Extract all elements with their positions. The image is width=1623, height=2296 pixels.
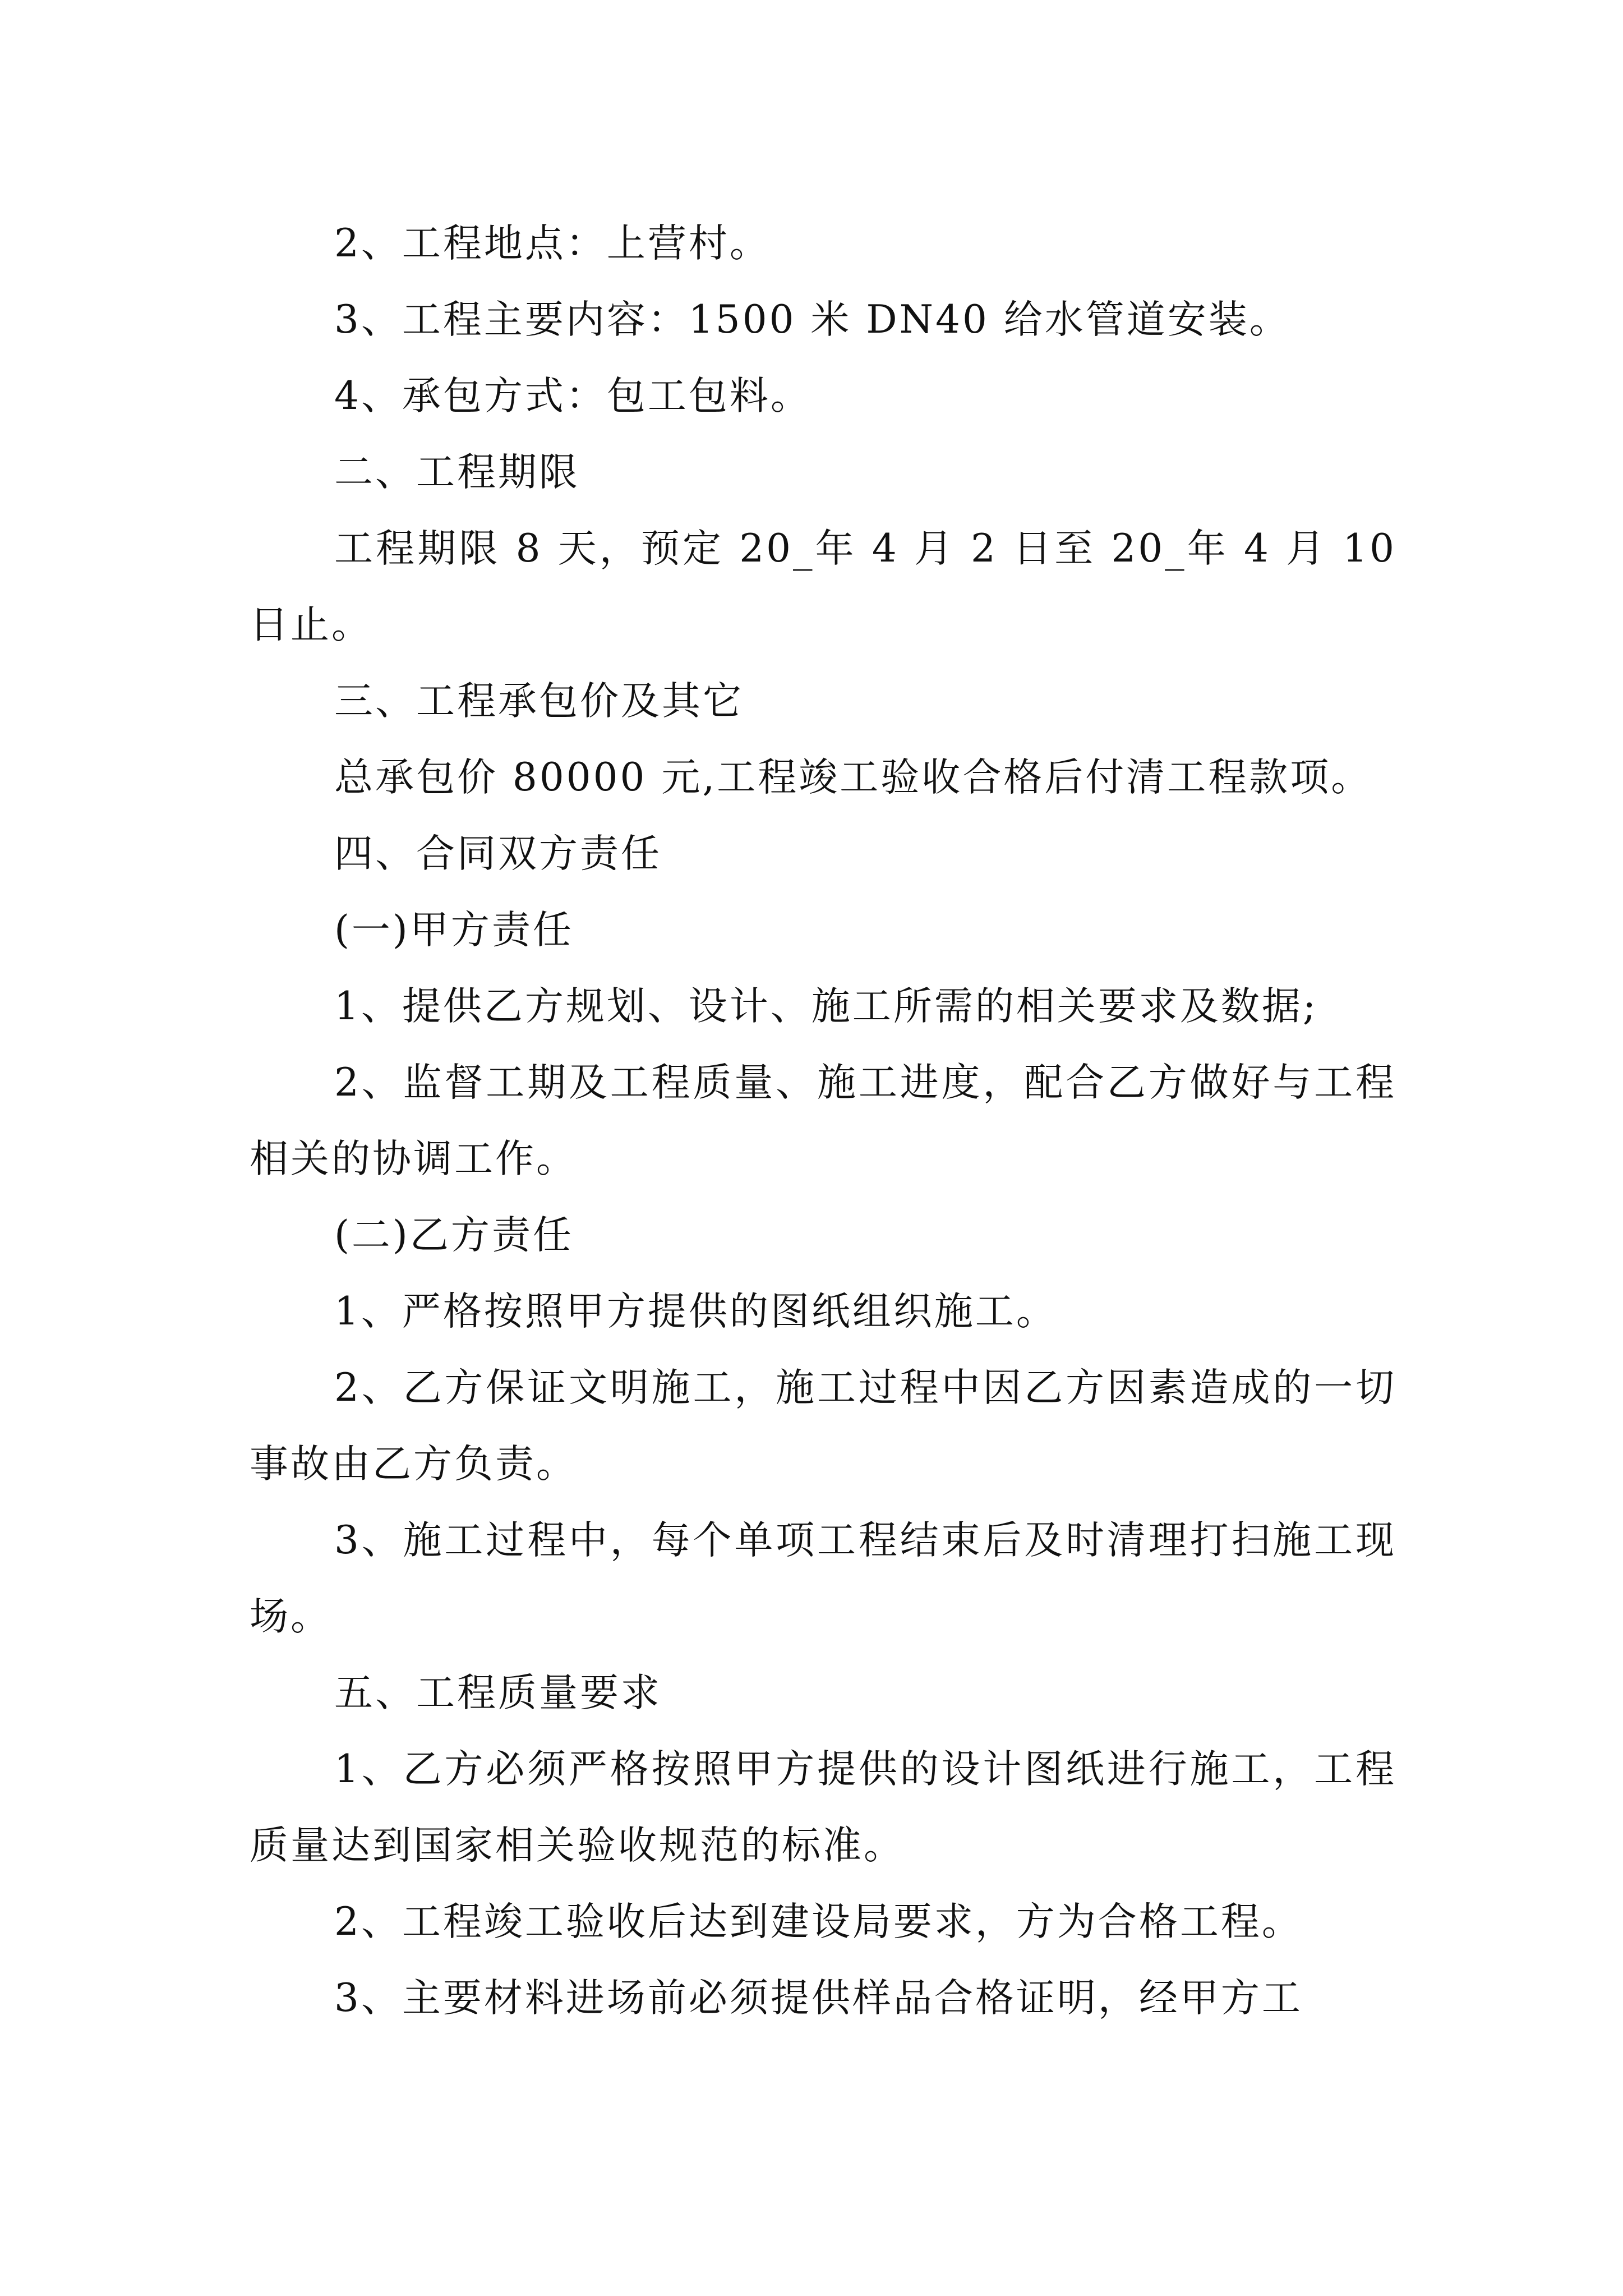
section-heading-price: 三、工程承包价及其它 [334, 679, 744, 724]
document-body [250, 205, 1396, 2036]
paragraph-party-b-2: 2、乙方保证文明施工，施工过程中因乙方因素造成的一切事故由乙方负责。 [250, 1365, 1396, 1487]
subheading-party-a: (一)甲方责任 [334, 908, 574, 953]
paragraph-party-b-1: 1、严格按照甲方提供的图纸组织施工。 [334, 1289, 1057, 1334]
paragraph-price: 总承包价 80000 元,工程竣工验收合格后付清工程款项。 [334, 755, 1372, 800]
paragraph-party-b-3: 3、施工过程中，每个单项工程结束后及时清理打扫施工现场。 [250, 1518, 1396, 1639]
paragraph-main-content: 3、工程主要内容：1500 米 DN40 给水管道安装。 [334, 297, 1290, 342]
paragraph-duration: 工程期限 8 天，预定 20_年 4 月 2 日至 20_年 4 月 10 日止。 [250, 526, 1396, 647]
section-heading-duration: 二、工程期限 [334, 450, 580, 495]
paragraph-party-a-1: 1、提供乙方规划、设计、施工所需的相关要求及数据; [334, 984, 1318, 1029]
paragraph-contract-method: 4、承包方式：包工包料。 [334, 374, 811, 418]
paragraph-location: 2、工程地点：上营村。 [334, 221, 771, 266]
paragraph-quality-2: 2、工程竣工验收后达到建设局要求，方为合格工程。 [334, 1899, 1303, 1944]
subheading-party-b: (二)乙方责任 [334, 1213, 574, 1258]
paragraph-quality-1: 1、乙方必须严格按照甲方提供的设计图纸进行施工，工程质量达到国家相关验收规范的标准。 [250, 1747, 1396, 1868]
paragraph-party-a-2: 2、监督工期及工程质量、施工进度，配合乙方做好与工程相关的协调工作。 [250, 1060, 1396, 1181]
section-heading-quality: 五、工程质量要求 [334, 1671, 662, 1715]
paragraph-quality-3: 3、主要材料进场前必须提供样品合格证明，经甲方工 [334, 1976, 1303, 2021]
section-heading-responsibilities: 四、合同双方责任 [334, 831, 662, 876]
